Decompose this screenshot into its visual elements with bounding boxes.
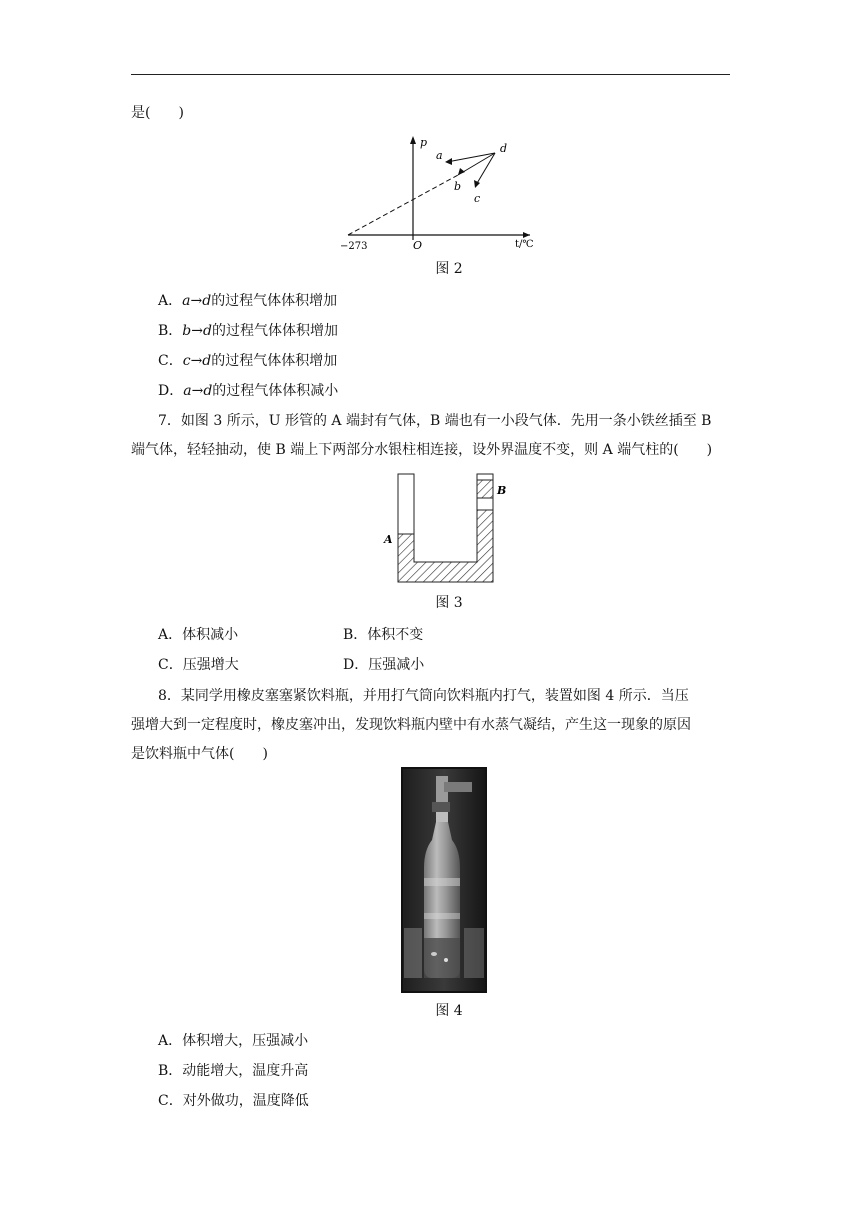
header-rule — [131, 74, 730, 75]
label-a: A — [384, 533, 393, 546]
q8-option-b: B．动能增大，温度升高 — [158, 1063, 309, 1079]
point-b-label: b — [454, 180, 462, 193]
axis-t-label: t/℃ — [515, 239, 534, 250]
origin-label: O — [413, 239, 423, 252]
q8-option-c: C．对外做功，温度降低 — [158, 1093, 309, 1109]
q6-option-d: D．a→d的过程气体体积减小 — [158, 383, 339, 399]
figure-2-pt-graph — [340, 132, 540, 252]
question-8-line-1: 8．某同学用橡皮塞塞紧饮料瓶，并用打气筒向饮料瓶内打气，装置如图 4 所示．当压 — [158, 688, 689, 704]
figure-3-caption: 图 3 — [435, 595, 463, 611]
point-c-label: c — [474, 192, 481, 205]
question-7-line-2: 端气体，轻轻抽动，使 B 端上下两部分水银柱相连接，设外界温度不变，则 A 端气柱的( ) — [131, 442, 713, 458]
figure-2-caption: 图 2 — [435, 261, 463, 277]
point-d-label: d — [500, 142, 508, 155]
q7-option-b: B．体积不变 — [343, 627, 424, 643]
q6-option-b: B．b→d的过程气体体积增加 — [158, 323, 338, 339]
q7-option-d: D．压强减小 — [343, 657, 425, 673]
point-a-label: a — [436, 149, 443, 162]
axis-p-label: p — [420, 136, 428, 149]
label-b: B — [497, 484, 507, 497]
figure-4-caption: 图 4 — [435, 1003, 463, 1019]
question-6-tail: 是( ) — [131, 105, 184, 121]
q8-option-a: A．体积增大，压强减小 — [158, 1033, 309, 1049]
figure-4-bottle-photo — [402, 768, 486, 992]
question-8-line-2: 强增大到一定程度时，橡皮塞冲出，发现饮料瓶内壁中有水蒸气凝结，产生这一现象的原因 — [131, 717, 691, 733]
neg-273-label: −273 — [340, 241, 368, 252]
question-8-line-3: 是饮料瓶中气体( ) — [131, 746, 268, 762]
q6-option-a: A．a→d的过程气体体积增加 — [158, 293, 338, 309]
q7-option-c: C．压强增大 — [158, 657, 239, 673]
question-7-line-1: 7．如图 3 所示，U 形管的 A 端封有气体，B 端也有一小段气体．先用一条小铁丝插至 B — [158, 413, 712, 429]
figure-3-u-tube — [380, 472, 520, 586]
q6-option-c: C．c→d的过程气体体积增加 — [158, 353, 338, 369]
q7-option-a: A．体积减小 — [158, 627, 239, 643]
